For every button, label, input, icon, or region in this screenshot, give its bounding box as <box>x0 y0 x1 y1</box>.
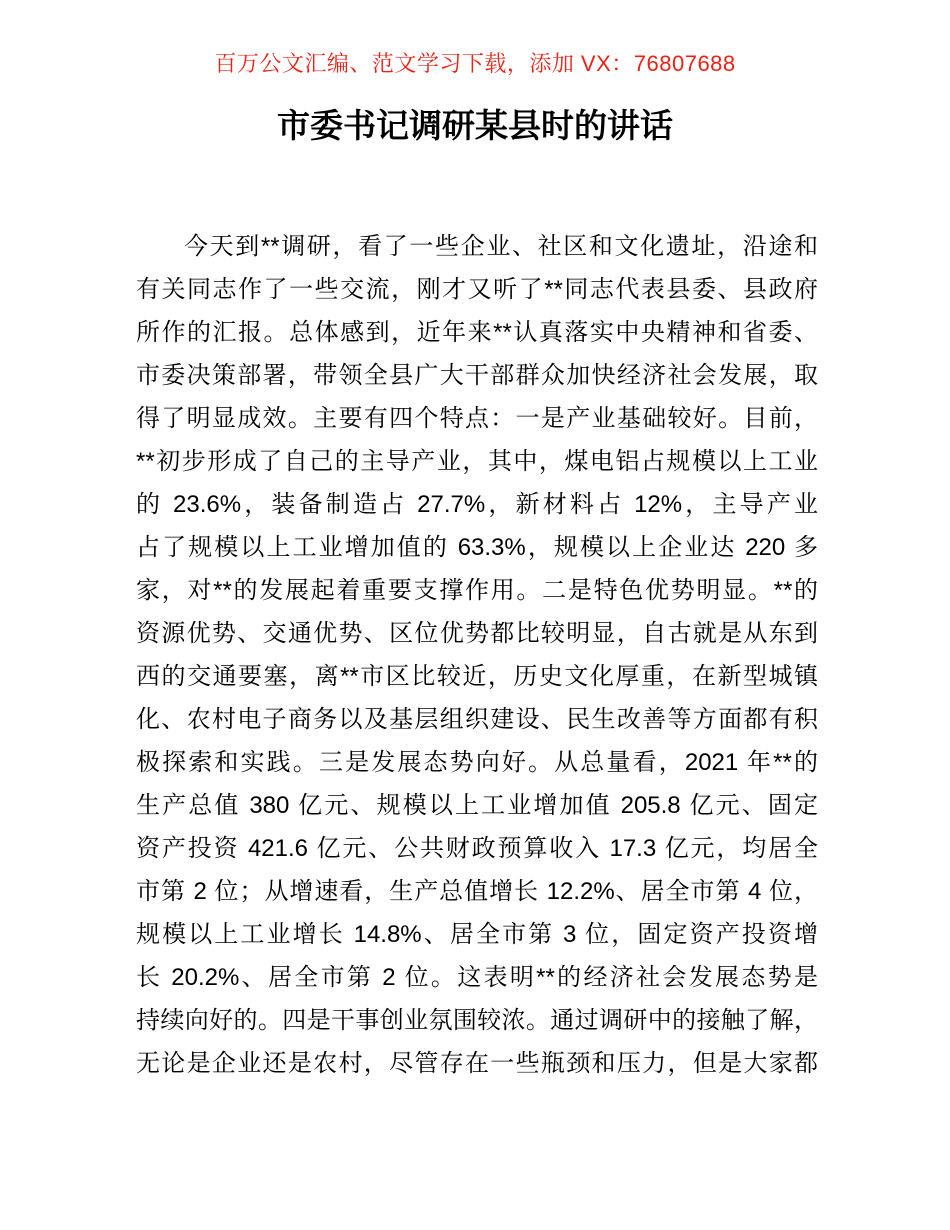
document-body <box>136 225 818 1085</box>
paragraph-line-1: 今天到**调研，看了一些企业、社区和文化遗址，沿途和 <box>184 233 818 260</box>
paragraph-line-15: 资产投资 421.6 亿元、公共财政预算收入 17.3 亿元，均居全 <box>136 835 818 862</box>
paragraph-line-3: 所作的汇报。总体感到，近年来**认真落实中央精神和省委、 <box>136 319 818 346</box>
paragraph-line-4: 市委决策部署，带领全县广大干部群众加快经济社会发展，取 <box>136 362 818 389</box>
paragraph-line-14: 生产总值 380 亿元、规模以上工业增加值 205.8 亿元、固定 <box>136 792 818 819</box>
promo-header: 百万公文汇编、范文学习下载，添加 VX：76807688 <box>214 51 736 76</box>
paragraph-line-9: 家，对**的发展起着重要支撑作用。二是特色优势明显。**的 <box>136 577 818 604</box>
paragraph-line-11: 西的交通要塞，离**市区比较近，历史文化厚重，在新型城镇 <box>136 663 818 690</box>
paragraph-line-6: **初步形成了自己的主导产业，其中，煤电铝占规模以上工业 <box>136 448 818 475</box>
paragraph-line-18: 长 20.2%、居全市第 2 位。这表明**的经济社会发展态势是 <box>136 964 818 991</box>
paragraph-line-8: 占了规模以上工业增加值的 63.3%，规模以上企业达 220 多 <box>136 534 818 561</box>
paragraph-line-16: 市第 2 位；从增速看，生产总值增长 12.2%、居全市第 4 位， <box>136 878 818 905</box>
paragraph-line-5: 得了明显成效。主要有四个特点：一是产业基础较好。目前， <box>136 405 818 432</box>
paragraph-line-2: 有关同志作了一些交流，刚才又听了**同志代表县委、县政府 <box>136 276 818 303</box>
paragraph-line-12: 化、农村电子商务以及基层组织建设、民生改善等方面都有积 <box>136 706 818 733</box>
paragraph-line-10: 资源优势、交通优势、区位优势都比较明显，自古就是从东到 <box>136 620 818 647</box>
paragraph-line-13: 极探索和实践。三是发展态势向好。从总量看，2021 年**的 <box>136 749 818 776</box>
paragraph-line-19: 持续向好的。四是干事创业氛围较浓。通过调研中的接触了解， <box>136 1007 818 1034</box>
paragraph-line-7: 的 23.6%，装备制造占 27.7%，新材料占 12%，主导产业 <box>136 491 818 518</box>
paragraph-line-17: 规模以上工业增长 14.8%、居全市第 3 位，固定资产投资增 <box>136 921 818 948</box>
document-title: 市委书记调研某县时的讲话 <box>277 107 673 144</box>
paragraph-line-20: 无论是企业还是农村，尽管存在一些瓶颈和压力，但是大家都 <box>136 1050 818 1077</box>
